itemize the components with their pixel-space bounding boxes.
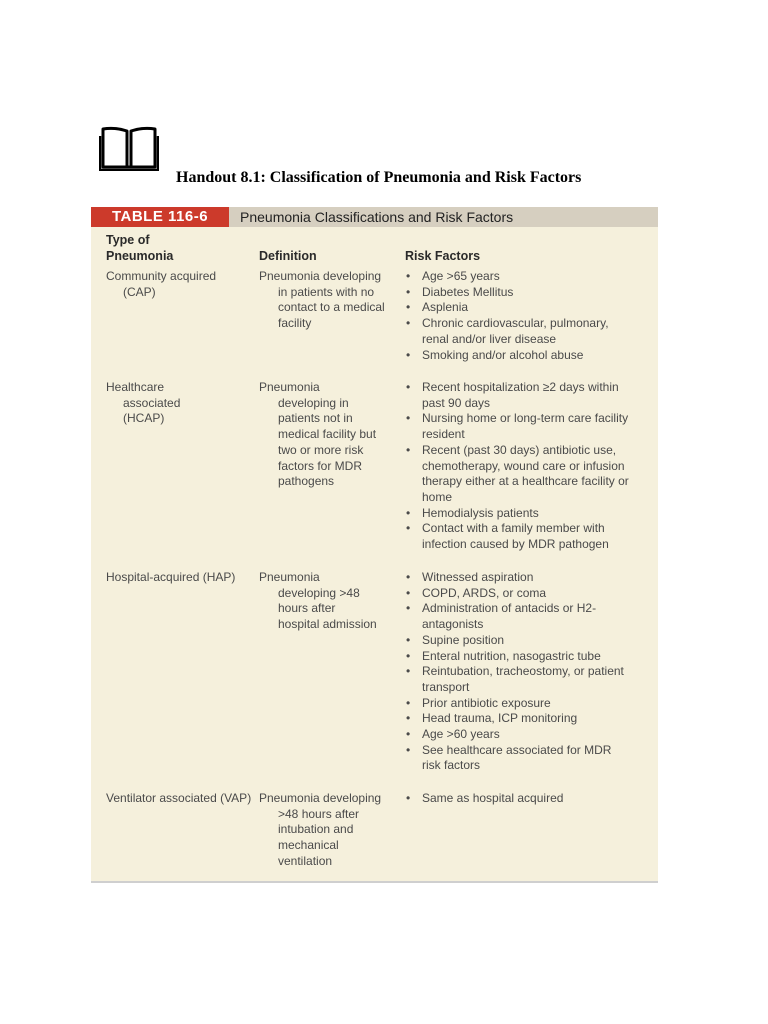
row-definition-hap: Pneumonia developing >48 hours after hospital admission bbox=[259, 570, 377, 632]
risk-item: • Diabetes Mellitus bbox=[405, 285, 645, 301]
column-header-type bbox=[106, 233, 188, 264]
handout-title: Handout 8.1: Classification of Pneumonia and Risk Factors bbox=[176, 169, 582, 186]
risk-item: • Enteral nutrition, nasogastric tube bbox=[405, 649, 627, 665]
risk-item: • Same as hospital acquired bbox=[405, 791, 645, 807]
risk-item: • Asplenia bbox=[405, 300, 645, 316]
column-header-risk-factors: Risk Factors bbox=[405, 249, 481, 263]
row-type-vap: Ventilator associated (VAP) bbox=[106, 791, 252, 805]
table-number-badge: TABLE 116-6 bbox=[91, 207, 229, 227]
risk-item: • Age >65 years bbox=[405, 269, 645, 285]
risk-item: • Administration of antacids or H2-antagonists bbox=[405, 601, 627, 632]
table-figure bbox=[91, 207, 658, 882]
risk-item: • Contact with a family member with infection caused by MDR pathogen bbox=[405, 521, 622, 552]
row-definition-cap: Pneumonia developing in patients with no contact to a medical facility bbox=[259, 269, 385, 331]
risk-item: • Witnessed aspiration bbox=[405, 570, 633, 586]
column-header-type-label: Type of Pneumonia bbox=[106, 233, 174, 263]
risk-item: • Head trauma, ICP monitoring bbox=[405, 711, 633, 727]
risk-item: • Age >60 years bbox=[405, 727, 633, 743]
row-type-cap: Community acquired (CAP) bbox=[106, 269, 217, 299]
table-bottom-rule bbox=[91, 881, 658, 883]
risk-item: • Smoking and/or alcohol abuse bbox=[405, 348, 645, 364]
row-type-hap: Hospital-acquired (HAP) bbox=[106, 570, 236, 584]
column-header-definition: Definition bbox=[259, 249, 317, 263]
table-caption: Pneumonia Classifications and Risk Factors bbox=[240, 209, 514, 225]
risk-list-vap bbox=[405, 791, 645, 807]
risk-item: • Prior antibiotic exposure bbox=[405, 696, 633, 712]
risk-item: • Chronic cardiovascular, pulmonary, renal and/or liver disease bbox=[405, 316, 627, 347]
risk-item: • Nursing home or long-term care facility resident bbox=[405, 411, 637, 442]
risk-item: • See healthcare associated for MDR risk factors bbox=[405, 743, 627, 774]
book-icon bbox=[99, 125, 159, 171]
risk-item: • Supine position bbox=[405, 633, 633, 649]
risk-item: • Recent hospitalization ≥2 days within past 90 days bbox=[405, 380, 627, 411]
table-header-bar bbox=[91, 207, 658, 227]
risk-item: • Recent (past 30 days) antibiotic use, chemotherapy, wound care or infusion therapy either at a healthcare facility or home bbox=[405, 443, 638, 506]
row-definition-hcap: Pneumonia developing in patients not in medical facility but two or more risk factors for MDR pathogens bbox=[259, 380, 377, 489]
risk-item: • Hemodialysis patients bbox=[405, 506, 633, 522]
risk-list-hap bbox=[405, 570, 633, 774]
risk-list-hcap bbox=[405, 380, 633, 553]
row-definition-vap: Pneumonia developing >48 hours after intubation and mechanical ventilation bbox=[259, 791, 382, 868]
risk-item: • Reintubation, tracheostomy, or patient transport bbox=[405, 664, 637, 695]
risk-list-cap bbox=[405, 269, 645, 363]
row-type-hcap: Healthcare associated (HCAP) bbox=[106, 380, 181, 426]
risk-item: • COPD, ARDS, or coma bbox=[405, 586, 633, 602]
